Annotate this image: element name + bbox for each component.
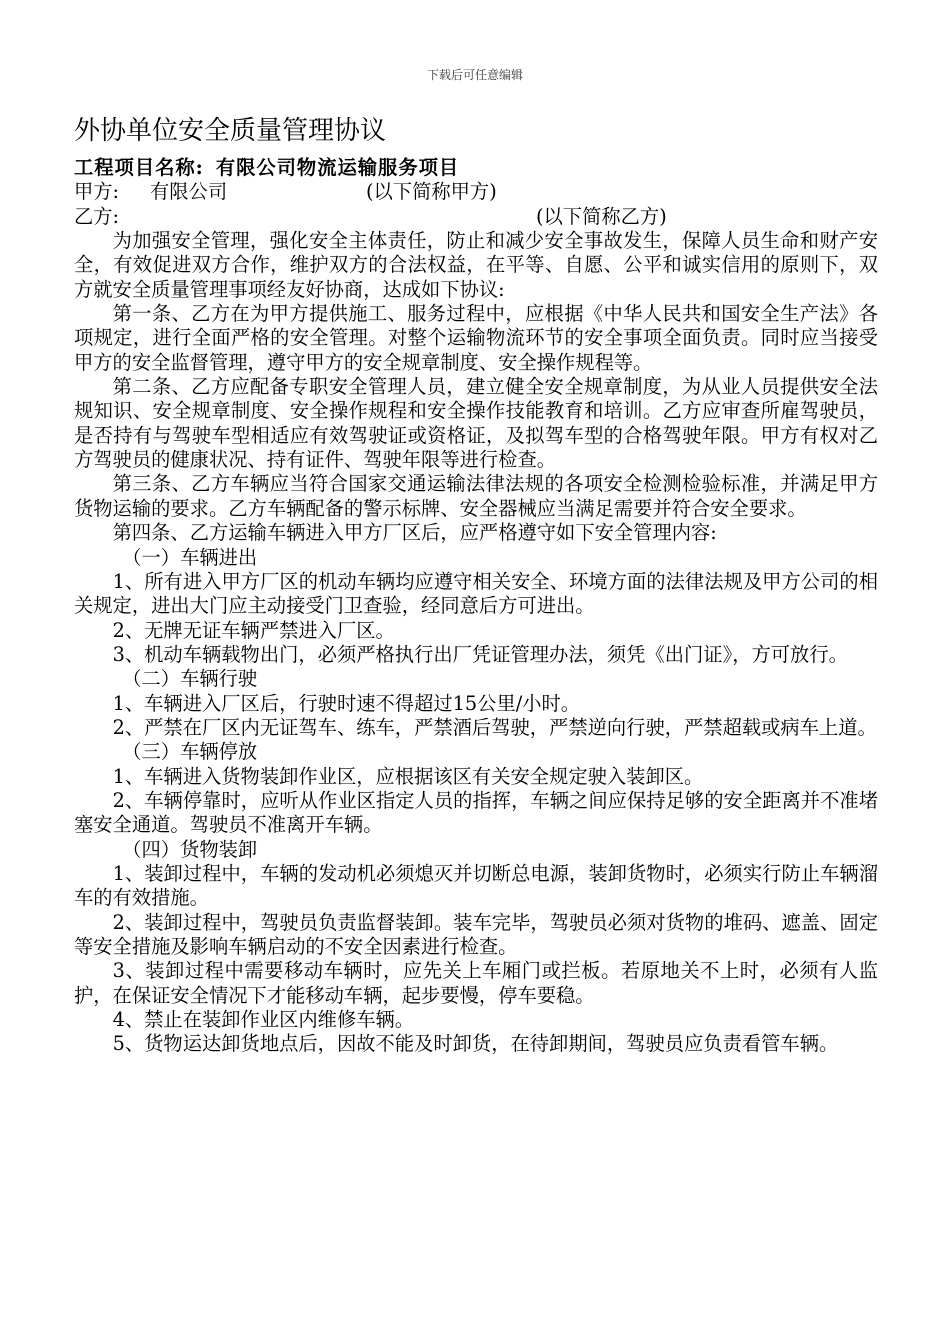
article-2: 第二条、乙方应配备专职安全管理人员，建立健全安全规章制度，为从业人员提供安全法规知识、安全规章制度、安全操作规程和安全操作技能教育和培训。乙方应审查所雇驾驶员，是否持有与驾驶车型相适应有效驾驶证或资格证，及拟驾车型的合格驾驶年限。甲方有权对乙方驾驶员的健康状况、持有证件、驾驶年限等进行检查。 <box>74 375 878 472</box>
document-title: 外协单位安全质量管理协议 <box>74 116 387 146</box>
project-line <box>74 156 878 180</box>
party-a-label: 甲方: <box>74 180 120 204</box>
party-b-label: 乙方: <box>74 204 120 228</box>
section-3-item-1: 1、车辆进入货物装卸作业区，应根据该区有关安全规定驶入装卸区。 <box>112 764 704 788</box>
party-a-name: 有限公司 <box>150 180 228 204</box>
section-3-item-2: 2、车辆停靠时，应听从作业区指定人员的指挥，车辆之间应保持足够的安全距离并不准堵塞安全通道。驾驶员不准离开车辆。 <box>74 788 878 837</box>
section-3-title: （三）车辆停放 <box>122 740 258 764</box>
party-b-line <box>74 205 878 229</box>
project-label: 工程项目名称: <box>74 156 204 179</box>
section-1-item-2: 2、无牌无证车辆严禁进入厂区。 <box>112 618 395 642</box>
section-2-title: （二）车辆行驶 <box>122 667 258 691</box>
article-3: 第三条、乙方车辆应当符合国家交通运输法律法规的各项安全检测检验标准，并满足甲方货物运输的要求。乙方车辆配备的警示标牌、安全器械应当满足需要并符合安全要求。 <box>74 472 878 520</box>
section-1-title: （一）车辆进出 <box>122 545 258 569</box>
header-note: 下载后可任意编辑 <box>426 68 523 82</box>
article-4: 第四条、乙方运输车辆进入甲方厂区后，应严格遵守如下安全管理内容: <box>112 521 717 545</box>
article-1: 第一条、乙方在为甲方提供施工、服务过程中，应根据《中华人民共和国安全生产法》各项规定，进行全面严格的安全管理。对整个运输物流环节的安全事项全面负责。同时应当接受甲方的安全监督管理，遵守甲方的安全规章制度、安全操作规程等。 <box>74 302 878 374</box>
section-2-item-1: 1、车辆进入厂区后，行驶时速不得超过15公里/小时。 <box>112 691 581 715</box>
party-b-alias: (以下简称乙方) <box>536 204 667 228</box>
section-1-item-1: 1、所有进入甲方厂区的机动车辆均应遵守相关安全、环境方面的法律法规及甲方公司的相关规定，进出大门应主动接受门卫查验，经同意后方可进出。 <box>74 569 878 618</box>
section-4-item-2: 2、装卸过程中，驾驶员负责监督装卸。装车完毕，驾驶员必须对货物的堆码、遮盖、固定等安全措施及影响车辆启动的不安全因素进行检查。 <box>74 910 878 958</box>
section-4-title: （四）货物装卸 <box>122 837 258 861</box>
section-1-item-3: 3、机动车辆载物出门，必须严格执行出厂凭证管理办法，须凭《出门证》，方可放行。 <box>112 642 848 666</box>
party-a-alias: (以下简称甲方) <box>366 180 497 204</box>
section-4-item-4: 4、禁止在装卸作业区内维修车辆。 <box>112 1008 415 1032</box>
project-name: 有限公司物流运输服务项目 <box>215 156 460 179</box>
section-4-item-3: 3、装卸过程中需要移动车辆时，应先关上车厢门或拦板。若原地关不上时，必须有人监护，在保证安全情况下才能移动车辆，起步要慢，停车要稳。 <box>74 959 878 1007</box>
section-2-item-2: 2、严禁在厂区内无证驾车、练车，严禁酒后驾驶，严禁逆向行驶，严禁超载或病车上道。 <box>112 715 877 739</box>
intro-paragraph: 为加强安全管理，强化安全主体责任，防止和减少安全事故发生，保障人员生命和财产安全，有效促进双方合作，维护双方的合法权益，在平等、自愿、公平和诚实信用的原则下，双方就安全质量管理事项经友好协商，达成如下协议: <box>74 229 878 301</box>
party-a-line <box>74 180 878 204</box>
section-4-item-5: 5、货物运达卸货地点后，因故不能及时卸货，在待卸期间，驾驶员应负责看管车辆。 <box>112 1032 839 1056</box>
document-body <box>74 156 878 1057</box>
section-4-item-1: 1、装卸过程中，车辆的发动机必须熄灭并切断总电源，装卸货物时，必须实行防止车辆溜车的有效措施。 <box>74 861 878 910</box>
